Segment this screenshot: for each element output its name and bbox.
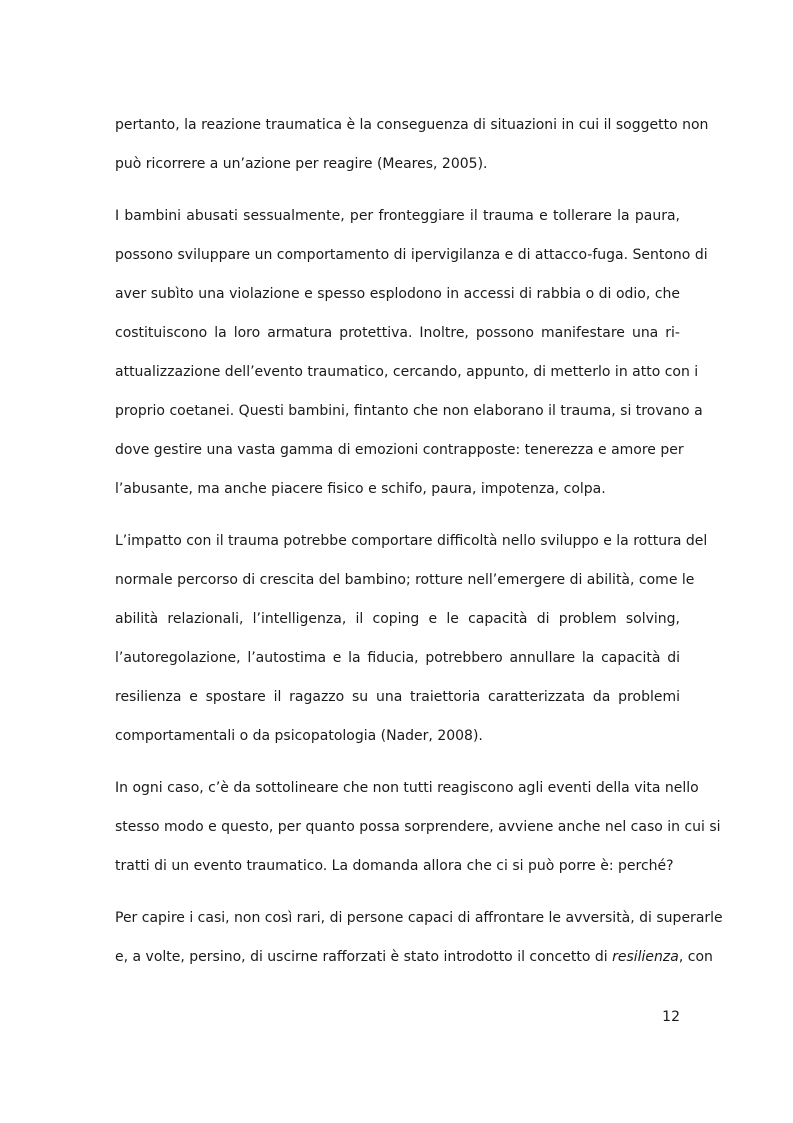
text-line: può ricorrere a un’azione per reagire (Meares, 2005). xyxy=(115,156,488,172)
text-line: proprio coetanei. Questi bambini, fintanto che non elaborano il trauma, si trovano a xyxy=(115,403,703,419)
text-line: L’impatto con il trauma potrebbe comportare difficoltà nello sviluppo e la rottura del xyxy=(115,533,708,549)
text-line: dove gestire una vasta gamma di emozioni contrapposte: tenerezza e amore per xyxy=(115,442,684,458)
text-segment: , con xyxy=(678,949,713,965)
text-line: In ogni caso, c’è da sottolineare che non tutti reagiscono agli eventi della vita nello xyxy=(115,780,699,796)
text-line: tratti di un evento traumatico. La domanda allora che ci si può porre è: perché? xyxy=(115,858,674,874)
text-line: possono sviluppare un comportamento di ipervigilanza e di attacco-fuga. Sentono di xyxy=(115,247,708,263)
text-line: abilità relazionali, l’intelligenza, il coping e le capacità di problem solving, xyxy=(115,611,680,627)
text-line: attualizzazione dell’evento traumatico, cercando, appunto, di metterlo in atto con i xyxy=(115,364,699,380)
text-line: costituiscono la loro armatura protettiva. Inoltre, possono manifestare una ri- xyxy=(115,325,680,341)
text-line: pertanto, la reazione traumatica è la conseguenza di situazioni in cui il soggetto non xyxy=(115,117,709,133)
text-line: l’autoregolazione, l’autostima e la fiducia, potrebbero annullare la capacità di xyxy=(115,650,680,666)
text-line: stesso modo e questo, per quanto possa sorprendere, avviene anche nel caso in cui si xyxy=(115,819,721,835)
text-line: aver subìto una violazione e spesso esplodono in accessi di rabbia o di odio, che xyxy=(115,286,680,302)
text-line: resilienza e spostare il ragazzo su una traiettoria caratterizzata da problemi xyxy=(115,689,680,705)
text-line-last xyxy=(115,947,713,967)
text-line: Per capire i casi, non così rari, di persone capaci di affrontare le avversità, di superarle xyxy=(115,910,723,926)
text-line: comportamentali o da psicopatologia (Nader, 2008). xyxy=(115,728,483,744)
italic-term: resilienza xyxy=(612,949,679,965)
text-segment: e, a volte, persino, di uscirne rafforzati è stato introdotto il concetto di xyxy=(115,949,613,965)
text-line: I bambini abusati sessualmente, per fronteggiare il trauma e tollerare la paura, xyxy=(115,208,680,224)
text-line: l’abusante, ma anche piacere fisico e schifo, paura, impotenza, colpa. xyxy=(115,481,606,497)
text-line: normale percorso di crescita del bambino; rotture nell’emergere di abilità, come le xyxy=(115,572,695,588)
page-number: 12 xyxy=(662,1009,680,1025)
